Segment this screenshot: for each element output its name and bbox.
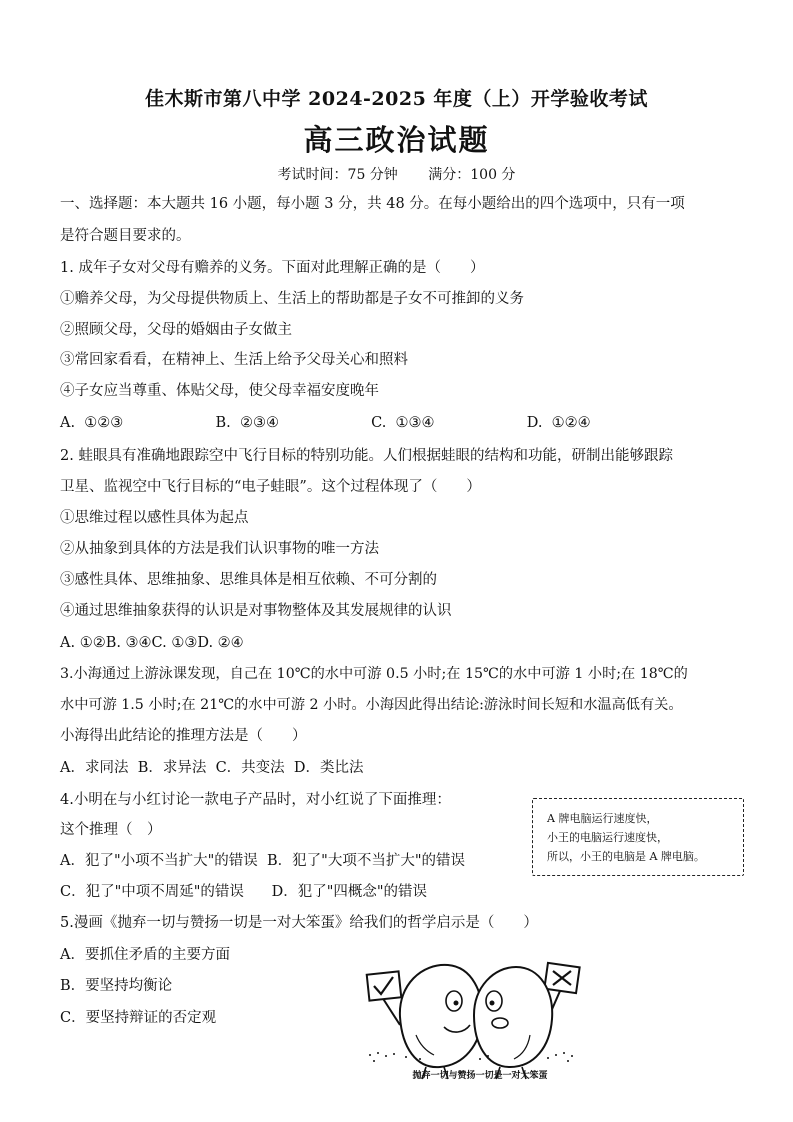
question-1-item: ②照顾父母，父母的婚姻由子女做主 <box>60 322 292 338</box>
question-3-stem-cont: 水中可游 1.5 小时;在 21℃的水中可游 2 小时。小海因此得出结论:游泳时间长短和水温高低有关。 <box>60 697 683 713</box>
syllogism-minor-premise: 小王的电脑运行速度快， <box>547 831 668 844</box>
question-4-options: C．犯了"中项不周延"的错误 D．犯了"四概念"的错误 <box>60 884 428 900</box>
left-egg-figure <box>400 965 482 1079</box>
question-5-stem: 5.漫画《抛弃一切与赞扬一切是一对大笨蛋》给我们的哲学启示是（ ） <box>60 915 538 931</box>
paper-title: 高三政治试题 <box>303 123 490 157</box>
question-2-options: A. ①②B. ③④C. ①③D. ②④ <box>60 635 244 651</box>
question-2-item: ④通过思维抽象获得的认识是对事物整体及其发展规律的认识 <box>60 603 452 619</box>
question-2-stem-cont: 卫星、监视空中飞行目标的“电子蛙眼”。这个过程体现了（ ） <box>60 479 481 495</box>
question-1-stem: 1. 成年子女对父母有赡养的义务。下面对此理解正确的是（ ） <box>60 260 485 276</box>
question-1-item: ③常回家看看，在精神上、生活上给予父母关心和照料 <box>60 352 408 368</box>
question-3-stem-cont: 小海得出此结论的推理方法是（ ） <box>60 728 307 744</box>
question-2-stem: 2. 蛙眼具有准确地跟踪空中飞行目标的特别功能。人们根据蛙眼的结构和功能，研制出能够跟踪 <box>60 448 673 464</box>
question-4-stem-cont: 这个推理（ ） <box>60 822 162 838</box>
question-4-stem: 4.小明在与小红讨论一款电子产品时，对小红说了下面推理： <box>60 792 451 808</box>
question-2-item: ①思维过程以感性具体为起点 <box>60 510 249 526</box>
question-2-item: ②从抽象到具体的方法是我们认识事物的唯一方法 <box>60 541 379 557</box>
section-instruction: 一、选择题：本大题共 16 小题，每小题 3 分，共 48 分。在每小题给出的四个选项中，只有一项 <box>60 196 685 212</box>
exam-time: 考试时间：75 分钟 <box>277 167 398 183</box>
question-1-options: A. ①②③ B. ②③④ C. ①③④ D. ①②④ <box>60 415 591 431</box>
left-check-sign <box>367 971 402 1025</box>
right-egg-figure <box>474 967 552 1079</box>
question-5-option: A．要抓住矛盾的主要方面 <box>60 947 230 963</box>
exam-score: 满分：100 分 <box>428 167 516 183</box>
syllogism-major-premise: A 牌电脑运行速度快， <box>547 812 658 825</box>
question-3-stem: 3.小海通过上游泳课发现，自己在 10℃的水中可游 0.5 小时;在 15℃的水中可游 1 小时;在 18℃的 <box>60 666 688 682</box>
question-5-option: C．要坚持辩证的否定观 <box>60 1010 217 1026</box>
school-title: 佳木斯市第八中学 2024-2025 年度（上）开学验收考试 <box>145 88 648 110</box>
question-5-option: B．要坚持均衡论 <box>60 978 173 994</box>
egg-cartoon-illustration <box>360 955 582 1083</box>
cartoon-caption: 抛弃一切与赞扬一切是一对大笨蛋 <box>412 1071 548 1081</box>
question-2-item: ③感性具体、思维抽象、思维具体是相互依赖、不可分割的 <box>60 572 437 588</box>
question-3-options: A．求同法 B．求异法 C．共变法 D．类比法 <box>60 760 364 776</box>
syllogism-box <box>532 798 744 876</box>
syllogism-conclusion: 所以，小王的电脑是 A 牌电脑。 <box>547 850 705 863</box>
exam-info <box>0 164 793 184</box>
question-4-options: A．犯了"小项不当扩大"的错误 B．犯了"大项不当扩大"的错误 <box>60 853 466 869</box>
question-1-item: ①赡养父母，为父母提供物质上、生活上的帮助都是子女不可推卸的义务 <box>60 291 524 307</box>
section-instruction-cont: 是符合题目要求的。 <box>60 228 191 244</box>
question-1-item: ④子女应当尊重、体贴父母，使父母幸福安度晚年 <box>60 383 379 399</box>
